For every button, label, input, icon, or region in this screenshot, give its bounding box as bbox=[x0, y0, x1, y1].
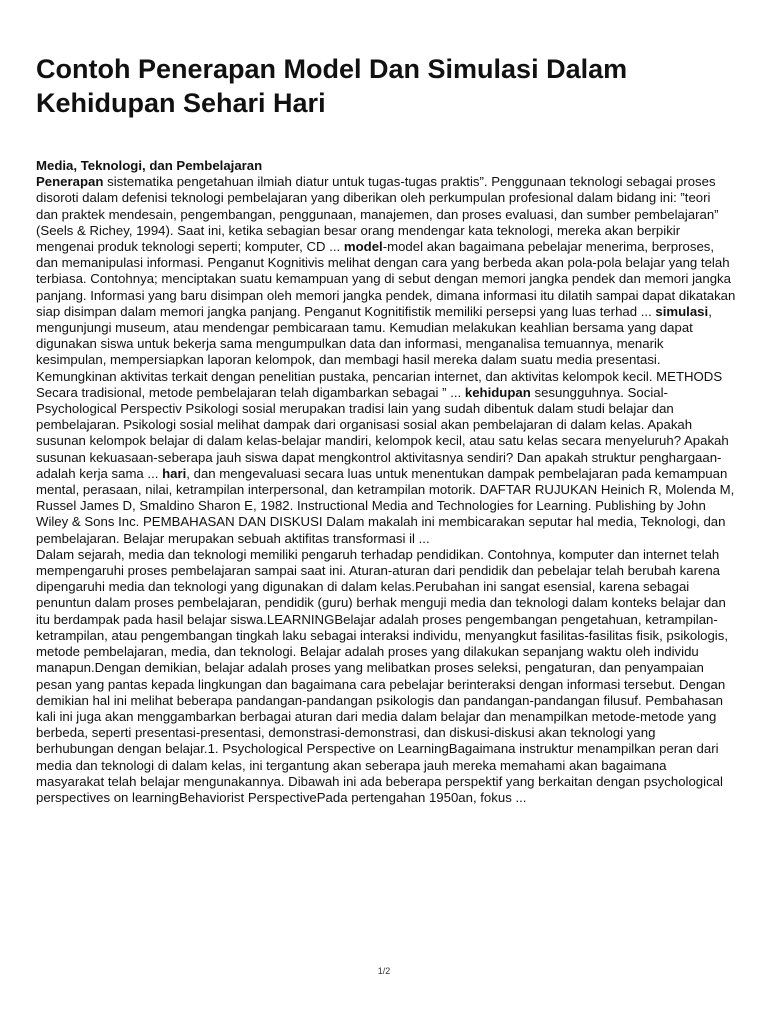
page-number: 1/2 bbox=[377, 966, 391, 976]
keyword-highlight: hari bbox=[162, 465, 187, 481]
paragraph-2: Dalam sejarah, media dan teknologi memiliki pengaruh terhadap pendidikan. Contohnya, komputer dan internet telah mempengaruhi proses pembelajaran sampai saat ini. Aturan-aturan dari pendidik dan pebelajar telah berubah karena dipengaruhi media dan teknologi yang digunakan di dalam kelas.Perubahan ini sangat esensial, karena sebagai penuntun dalam proses pembelajaran, pendidik (guru) berhak menguji media dan teknologi dalam konteks belajar dan itu berdampak pada hasil belajar siswa.LEARNINGBelajar adalah proses pengembangan pengetahuan, ketrampilan-ketrampilan, atau pengembangan tingkah laku sebagai interaksi individu, menyangkut fasilitas-fasilitas fisik, psikologis, metode pembelajaran, media, dan teknologi. Belajar adalah proses yang dilakukan sepanjang waktu oleh individu manapun.Dengan demikian, belajar adalah proses yang melibatkan proses seleksi, pengaturan, dan penyampaian pesan yang pantas kepada lingkungan dan bagaimana cara pebelajar berinteraksi dengan informasi tersebut. Dengan demikian hal ini melihat beberapa pandangan-pandangan psikologis dan pandangan-pandangan filusuf. Pembahasan kali ini juga akan menggambarkan berbagai aturan dari media dalam belajar dan menampilkan metode-metode yang berbeda, seperti presentasi-presentasi, demonstrasi-demonstrasi, dan diskusi-diskusi akan teknologi yang berhubungan dengan belajar.1. Psychological Perspective on LearningBagaimana instruktur menampilkan peran dari media dan teknologi di dalam kelas, ini tergantung akan seberapa jauh mereka memahami akan bagaimana masyarakat telah belajar mengunakannya. Dibawah ini ada beberapa perspektif yang berkaitan dengan psychological perspectives on learningBehaviorist PerspectivePada pertengahan 1950an, fokus ... bbox=[36, 546, 728, 805]
paragraph-text-run: , mengunjungi museum, atau mendengar pembicaraan tamu. Kemudian melakukan keahlian bersama yang dapat digunakan siswa untuk bekerja sama mengumpulkan data dan informasi, menganalisa temuannya, menarik kesimpulan, mempersiapkan laporan kelompok, dan membagi hasil mereka dalam suatu media presentasi. Kemungkinan aktivitas terkait dengan penelitian pustaka, pencarian internet, dan aktivitas kelompok kecil. METHODS Secara tradisional, metode pembelajaran telah digambarkan sebagai ” ... bbox=[36, 303, 723, 400]
keyword-highlight: kehidupan bbox=[464, 384, 531, 400]
keyword-highlight: model bbox=[343, 239, 383, 255]
paragraph-1 bbox=[36, 174, 736, 547]
document-title: Contoh Penerapan Model Dan Simulasi Dalam Kehidupan Sehari Hari bbox=[36, 54, 628, 118]
paragraph-text-run: -model akan bagaimana pebelajar menerima, berproses, dan memanipulasi informasi. Penganut Kognitivis melihat dengan cara yang berbeda akan pola-pola belajar yang telah terbiasa. Contohnya; menciptakan suatu kemampuan yang di sebut dengan memori jangka pendek dan memori jangka panjang. Informasi yang baru disimpan oleh memori jangka pendek, dimana informasi itu dilatih sampai dapat dikatakan siap disimpan dalam memori jangka panjang. Penganut Kognitifistik memiliki persepsi yang luas terhad ... bbox=[36, 239, 736, 319]
keyword-highlight: Penerapan bbox=[36, 174, 104, 190]
paragraph-text-run: , dan mengevaluasi secara luas untuk menentukan dampak pembelajaran pada kemampuan mental, perasaan, nilai, ketrampilan interpersonal, dan ketrampilan motorik. DAFTAR RUJUKAN Heinich R, Molenda M, Russel James D, Smaldino Sharon E, 1982. Instructional Media and Technologies for Learning. Publishing by John Wiley & Sons Inc. PEMBAHASAN DAN DISKUSI Dalam makalah ini membicarakan seputar hal media, Teknologi, dan pembelajaran. Belajar merupakan sebuah aktifitas transformasi il ... bbox=[36, 465, 735, 546]
section-subheading: Media, Teknologi, dan Pembelajaran bbox=[36, 158, 263, 173]
keyword-highlight: simulasi bbox=[655, 303, 709, 319]
paragraph-text-run: sistematika pengetahuan ilmiah diatur untuk tugas-tugas praktis”. Penggunaan teknologi sebagai proses disoroti dalam defenisi teknologi pembelajaran yang diberikan oleh perkumpulan profesional dalam bidang ini: ”teori dan praktek mendesain, pengembangan, penggunaan, manajemen, dan proses evaluasi, dan sumber pembelajaran” (Seels & Richey, 1994). Saat ini, ketika sebagian besar orang mendengar kata teknologi, mereka akan berpikir mengenai produk teknologi seperti; komputer, CD ... bbox=[36, 174, 719, 255]
paragraph-text-run: sesungguhnya. Social-Psychological Perspectiv Psikologi sosial merupakan tradisi lain yang sudah dibentuk dalam studi belajar dan pembelajaran. Psikologi sosial melihat dampak dari organisasi sosial akan pembelajaran di dalam kelas. Apakah susunan kelompok belajar di dalam kelas-belajar mandiri, kelompok kecil, atau satu kelas secara menyeluruh? Apakah susunan kekuasaan-seberapa jauh siswa dapat mengkontrol aktivitasnya sendiri? Dan apakah struktur penghargaan-adalah kerja sama ... bbox=[36, 384, 729, 481]
document-page bbox=[36, 52, 736, 806]
